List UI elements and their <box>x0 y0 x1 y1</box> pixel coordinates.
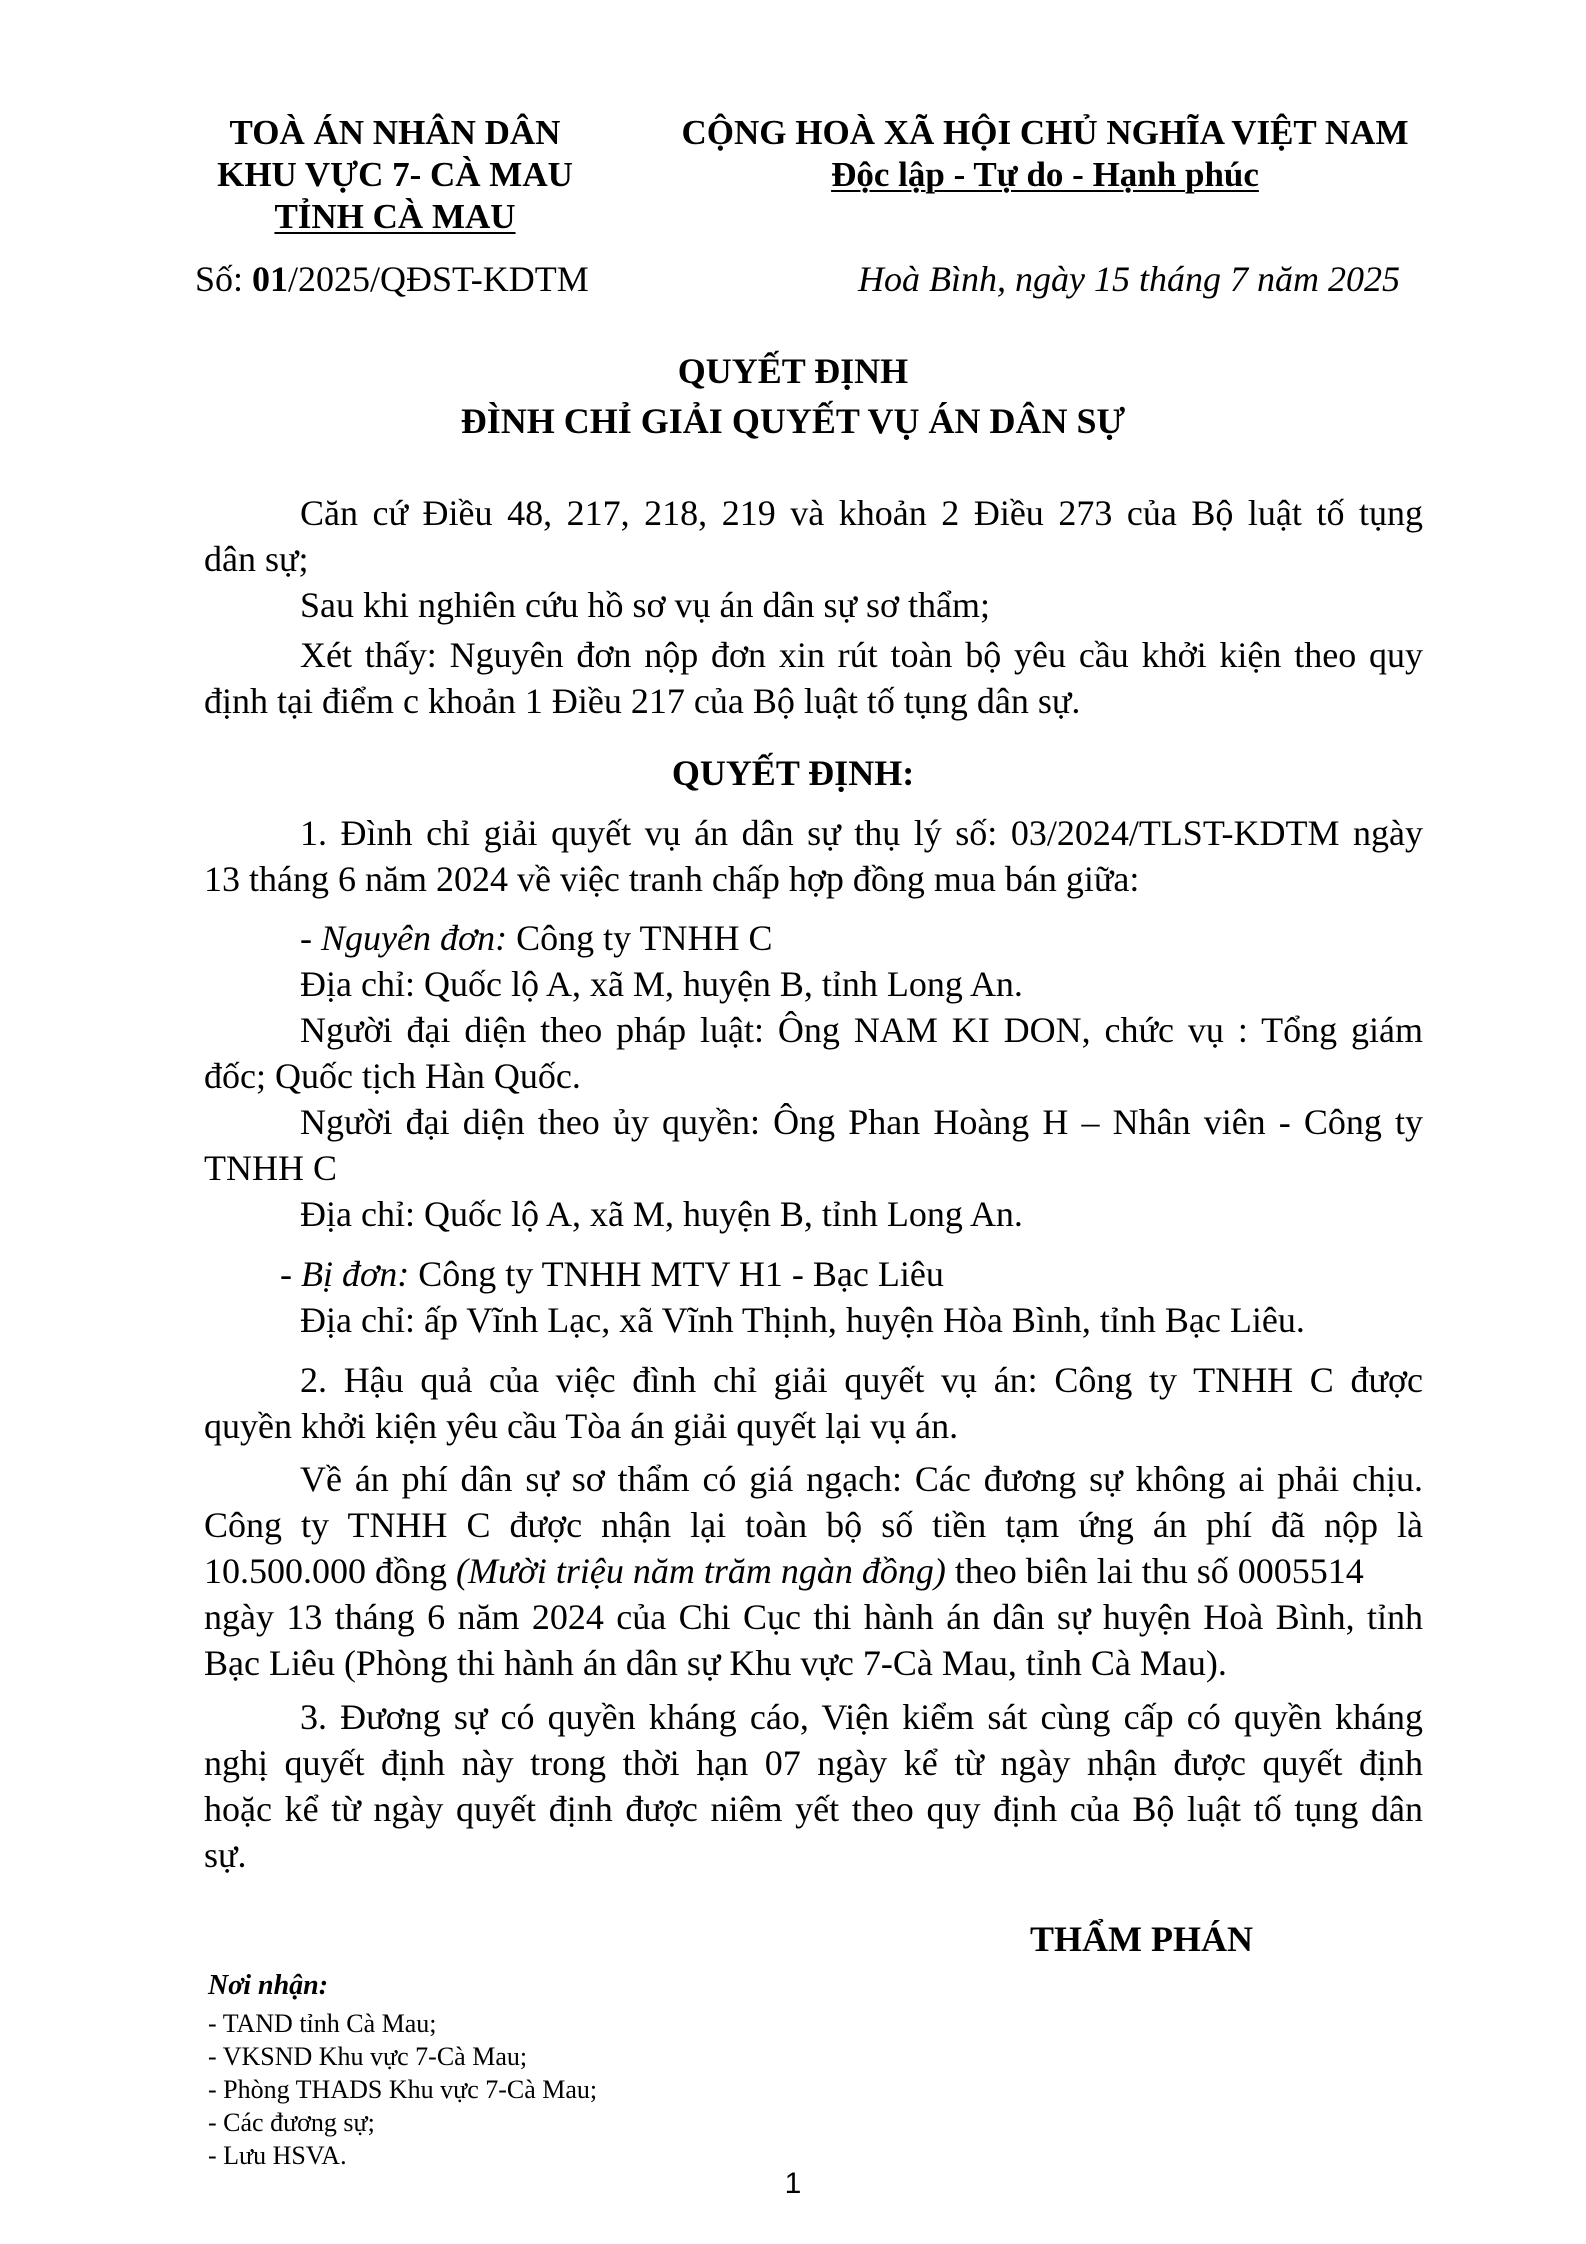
defendant-name: Công ty TNHH MTV H1 - Bạc Liêu <box>409 1254 944 1294</box>
document-title: QUYẾT ĐỊNH <box>677 351 909 391</box>
court-name-line2: KHU VỰC 7- CÀ MAU <box>217 155 573 194</box>
recipient-item: - VKSND Khu vực 7-Cà Mau; <box>208 2042 528 2071</box>
fee-line2: Công ty TNHH C được nhận lại toàn bộ số tiền tạm ứng án phí đã nộp là <box>204 1505 1423 1545</box>
item3-line3: hoặc kể từ ngày quyết định được niêm yết theo quy định của Bộ luật tố tụng dân <box>204 1789 1423 1829</box>
finding-line2: định tại điểm c khoản 1 Điều 217 của Bộ luật tố tụng dân sự. <box>204 681 1081 721</box>
place-date: Hoà Bình, ngày 15 tháng 7 năm 2025 <box>858 259 1400 299</box>
national-motto-block <box>640 112 1450 196</box>
recipient-item: - Phòng THADS Khu vực 7-Cà Mau; <box>208 2075 598 2104</box>
item3-line4: sự. <box>204 1835 247 1875</box>
fee-line3 <box>204 1550 1364 1592</box>
recipient-item: - Lưu HSVA. <box>208 2141 347 2170</box>
auth-rep-line1: Người đại diện theo ủy quyền: Ông Phan Hoàng H – Nhân viên - Công ty <box>300 1102 1423 1142</box>
fee-line5: Bạc Liêu (Phòng thi hành án dân sự Khu vực 7-Cà Mau, tỉnh Cà Mau). <box>204 1643 1227 1683</box>
motto: Độc lập - Tự do - Hạnh phúc <box>831 155 1259 194</box>
court-name-line1: TOÀ ÁN NHÂN DÂN <box>229 113 561 152</box>
document-subtitle: ĐÌNH CHỈ GIẢI QUYẾT VỤ ÁN DÂN SỰ <box>460 401 1126 441</box>
plaintiff-dash: - <box>300 918 321 958</box>
legal-rep-line2: đốc; Quốc tịch Hàn Quốc. <box>204 1056 581 1096</box>
defendant-line <box>280 1253 944 1295</box>
signature-title: THẨM PHÁN <box>1030 1919 1253 1959</box>
item1-line1: 1. Đình chỉ giải quyết vụ án dân sự thụ lý số: 03/2024/TLST-KDTM ngày <box>300 813 1423 853</box>
defendant-label: Bị đơn: <box>301 1254 410 1294</box>
decision-number <box>195 258 589 300</box>
item3-line2: nghị quyết định này trong thời hạn 07 ngày kể từ ngày nhận được quyết định <box>204 1743 1423 1783</box>
plaintiff-address: Địa chỉ: Quốc lộ A, xã M, huyện B, tỉnh Long An. <box>300 964 1023 1004</box>
defendant-address: Địa chỉ: ấp Vĩnh Lạc, xã Vĩnh Thịnh, huyện Hòa Bình, tỉnh Bạc Liêu. <box>300 1300 1305 1340</box>
recipient-item: - Các đương sự; <box>208 2108 375 2137</box>
item2-line2: quyền khởi kiện yêu cầu Tòa án giải quyết lại vụ án. <box>204 1406 959 1446</box>
legal-rep-line1: Người đại diện theo pháp luật: Ông NAM KI DON, chức vụ : Tổng giám <box>300 1010 1423 1050</box>
finding-line1: Xét thấy: Nguyên đơn nộp đơn xin rút toàn bộ yêu cầu khởi kiện theo quy <box>300 635 1423 675</box>
decision-number-prefix: Số: <box>195 259 253 299</box>
item3-line1: 3. Đương sự có quyền kháng cáo, Viện kiểm sát cùng cấp có quyền kháng <box>300 1697 1423 1737</box>
fee-receipt: theo biên lai thu số 0005514 <box>945 1551 1364 1591</box>
fee-line4: ngày 13 tháng 6 năm 2024 của Chi Cục thi hành án dân sự huyện Hoà Bình, tỉnh <box>204 1597 1423 1637</box>
fee-line1: Về án phí dân sự sơ thẩm có giá ngạch: Các đương sự không ai phải chịu. <box>300 1459 1423 1499</box>
court-name-line3 <box>185 196 605 238</box>
legal-basis-line2: dân sự; <box>204 539 309 579</box>
recipient-item: - TAND tỉnh Cà Mau; <box>208 2009 437 2038</box>
page-number: 1 <box>784 2167 802 2200</box>
motto-line <box>640 154 1450 196</box>
recipients-list <box>208 2007 597 2172</box>
recipients-heading: Nơi nhận: <box>208 1970 329 2001</box>
auth-rep-line2: TNHH C <box>204 1148 337 1188</box>
decision-number-suffix: /2025/QĐST-KDTM <box>288 259 589 299</box>
fee-amount: 10.500.000 đồng <box>204 1551 456 1591</box>
review-statement: Sau khi nghiên cứu hồ sơ vụ án dân sự sơ thẩm; <box>300 585 991 625</box>
court-name-block <box>185 112 605 238</box>
item2-line1: 2. Hậu quả của việc đình chỉ giải quyết vụ án: Công ty TNHH C được <box>300 1360 1423 1400</box>
plaintiff-name: Công ty TNHH C <box>507 918 773 958</box>
item1-line2: 13 tháng 6 năm 2024 về việc tranh chấp hợp đồng mua bán giữa: <box>204 859 1140 899</box>
fee-amount-in-words: (Mười triệu năm trăm ngàn đồng) <box>456 1551 946 1591</box>
country-name: CỘNG HOÀ XÃ HỘI CHỦ NGHĨA VIỆT NAM <box>681 113 1409 152</box>
plaintiff-line <box>300 917 773 959</box>
court-province: TỈNH CÀ MAU <box>274 197 516 236</box>
defendant-dash: - <box>280 1254 301 1294</box>
decision-number-bold: 01 <box>252 259 289 299</box>
auth-rep-address: Địa chỉ: Quốc lộ A, xã M, huyện B, tỉnh Long An. <box>300 1194 1023 1234</box>
legal-basis-line1: Căn cứ Điều 48, 217, 218, 219 và khoản 2 Điều 273 của Bộ luật tố tụng <box>300 493 1423 533</box>
plaintiff-label: Nguyên đơn: <box>321 918 508 958</box>
decision-heading: QUYẾT ĐỊNH: <box>671 753 915 793</box>
